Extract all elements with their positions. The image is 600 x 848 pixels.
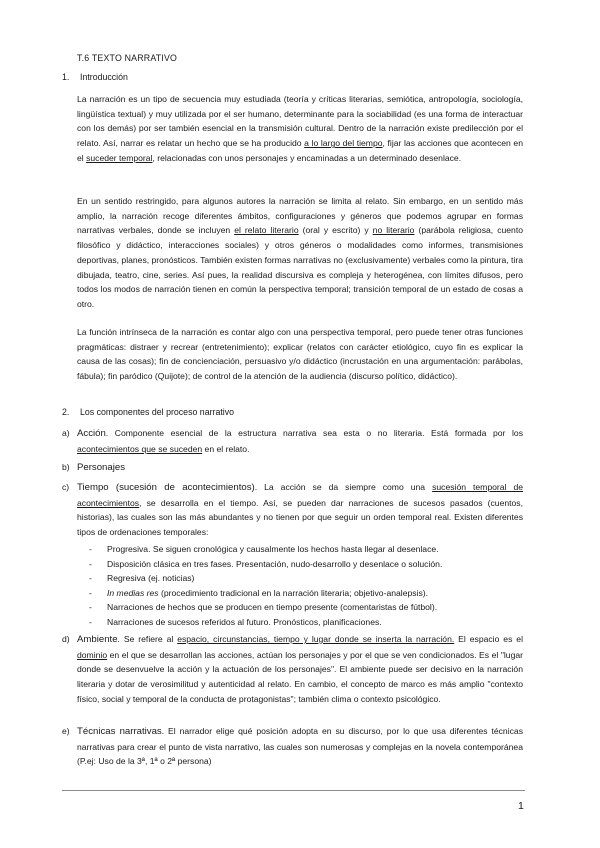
section-heading-components: [62, 407, 234, 417]
underlined-phrase: el relato literario: [234, 225, 299, 236]
document-title: T.6 TEXTO NARRATIVO: [77, 53, 178, 63]
underlined-phrase: dominio: [77, 649, 108, 660]
item-label: b): [62, 462, 70, 472]
intro-paragraph-1: La narración es un tipo de secuencia muy estudiada (teoría y críticas literarias, semiótica, antropología, sociología, lingüística textual) y muy utilizada por el ser humano, determinante para la sociabilidad (es una forma de interactuar con los demás) por ser también esencial en la transmisión cultural. Dentro de la narración existe predilección por el relato. Así, narrar es relatar un hecho que se ha producido a lo largo del tiempo, fijar las acciones que acontecen en el suceder temporal, relacionadas con unos personajes y encaminadas a un determinado desenlace.: [77, 94, 523, 163]
temporal-order-list: [89, 542, 519, 629]
list-item: - Narraciones de sucesos referidos al futuro. Pronósticos, planificaciones.: [89, 615, 519, 630]
list-item: - Progresiva. Se siguen cronológica y causalmente los hechos hasta llegar al desenlace.: [89, 542, 519, 557]
underlined-phrase: suceder temporal: [86, 152, 153, 163]
section-title: Introducción: [80, 72, 128, 82]
latin-term: In medias res: [107, 587, 159, 598]
intro-paragraph-2: En un sentido restringido, para algunos autores la narración se limita al relato. Sin embargo, en un sentido más amplio, la narración recoge diferentes ámbitos, configuraciones y géneros que podemos agrupar en formas narrativas verbales, donde se incluyen el relato literario (oral y escrito) y no literario (parábola religiosa, cuento filosófico y didáctico, interacciones sociales) y otros géneros o modalidades como informes, transmisiones deportivas, planes, pronósticos. También existen formas narrativas no (exclusivamente) verbales como la pintura, tira dibujada, teatro, cine, series. Así pues, la realidad discursiva es compleja y heterogénea, con límites difusos, pero todos los modos de narración tienen en común la perspectiva temporal; transición temporal de un estado de cosas a otro.: [77, 196, 523, 309]
item-term: Ambiente: [77, 634, 118, 645]
footer-divider: [62, 790, 525, 791]
component-item-accion: a) Acción. Componente esencial de la estructura narrativa sea esta o no literaria. Está formada por los acontecimientos que se suceden en el relato.: [62, 428, 523, 454]
page-number: 1: [518, 800, 524, 812]
section-number: 2.: [62, 407, 70, 417]
list-item: - In medias res (procedimiento tradicional en la narración literaria; objetivo-analepsis).: [89, 586, 519, 601]
list-item: - Disposición clásica en tres fases. Presentación, nudo-desarrollo y desenlace o solución.: [89, 557, 519, 572]
section-heading-introduction: [62, 72, 128, 82]
underlined-phrase: no literario: [372, 225, 415, 236]
underlined-phrase: sucesión temporal de acontecimientos: [77, 482, 524, 508]
list-item: - Regresiva (ej. noticias): [89, 571, 519, 586]
item-label: c): [62, 482, 70, 492]
component-item-tecnicas: e) Técnicas narrativas. El narrador elige qué posición adopta en su discurso, por lo que usa diferentes técnicas narrativas para crear el punto de vista narrativo, las cuales son numerosas y complejas en la novela contemporánea (P.ej: Uso de la 3ª, 1ª o 2ª persona): [62, 726, 523, 767]
component-item-ambiente: d) Ambiente. Se refiere al espacio, circunstancias, tiempo y lugar donde se inserta la narración. El espacio es el dominio en el que se desarrollan las acciones, actúan los personajes y por el que se ven condicionados. Es el "lugar donde se desenvuelve la acción y la actuación de los personajes". El ambiente puede ser decisivo en la narración literaria y dotar de verosimilitud y autenticidad al relato. En cambio, el concepto de marco es más amplio "contexto físico, social y temporal de la conducta de protagonistas"; también clima o contexto psicológico.: [62, 634, 523, 704]
underlined-phrase: espacio, circunstancias, tiempo y lugar donde se inserta la narración.: [177, 634, 455, 644]
item-term: Tiempo (sucesión de acontecimientos): [77, 482, 255, 493]
item-term: Personajes: [77, 462, 125, 473]
intro-paragraph-3: La función intrínseca de la narración es contar algo con una perspectiva temporal, pero puede tener otras funciones pragmáticas: distraer y recrear (entretenimiento); explicar (relatos con carácter etiológico, cuyo fin es explicar la causa de las cosas); fin de concienciación, persuasivo y/o didáctico (incrustación en una argumentación: parábolas, fábula); fin paródico (Quijote); de control de la atención de la audiencia (discurso político, didáctico).: [77, 327, 523, 382]
item-label: a): [62, 428, 70, 438]
underlined-phrase: acontecimientos que se suceden: [77, 443, 203, 454]
list-item: - Narraciones de hechos que se producen en tiempo presente (comentaristas de fútbol).: [89, 600, 519, 615]
component-item-personajes: [62, 460, 523, 476]
item-term: Técnicas narrativas: [77, 726, 162, 737]
underlined-phrase: a lo largo del tiempo: [304, 138, 383, 149]
item-term: Acción: [77, 428, 106, 439]
section-number: 1.: [62, 72, 70, 82]
section-title: Los componentes del proceso narrativo: [80, 407, 235, 417]
item-label: e): [62, 726, 70, 736]
item-label: d): [62, 634, 70, 644]
component-item-tiempo: c) Tiempo (sucesión de acontecimientos). La acción se da siempre como una sucesión temporal de acontecimientos, se desarrolla en el tiempo. Así, se pueden dar narraciones de sucesos pasados (cuentos, historias), las cuales son las más abundantes y no tienen por que seguir un orden temporal real. Existen diferentes tipos de ordenaciones temporales:: [62, 482, 524, 538]
